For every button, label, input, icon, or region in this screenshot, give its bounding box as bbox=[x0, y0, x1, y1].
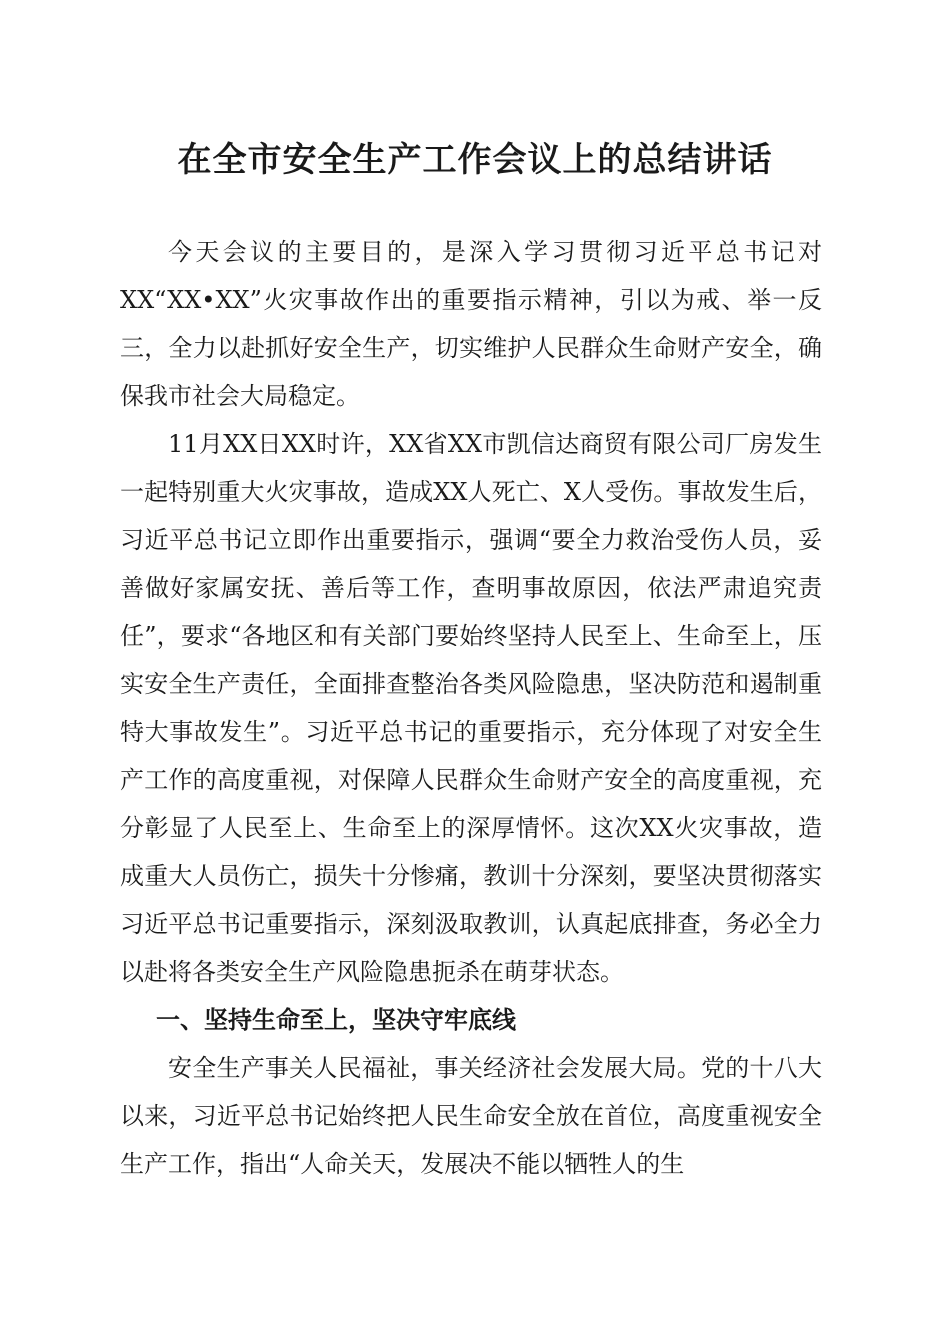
section-heading: 一、坚持生命至上，坚决守牢底线 bbox=[156, 1006, 516, 1034]
intro-paragraph: 今天会议的主要目的，是深入学习贯彻习近平总书记对XX“XX•XX”火灾事故作出的重要指示精神，引以为戒、举一反三，全力以赴抓好安全生产，切实维护人民群众生命财产安全，确保我市社会大局稳定。 bbox=[120, 238, 822, 410]
incident-paragraph: 11月XX日XX时许，XX省XX市凯信达商贸有限公司厂房发生一起特别重大火灾事故，造成XX人死亡、X人受伤。事故发生后，习近平总书记立即作出重要指示，强调“要全力救治受伤人员，妥善做好家属安抚、善后等工作，查明事故原因，依法严肃追究责任”，要求“各地区和有关部门要始终坚持人民至上、生命至上，压实安全生产责任，全面排查整治各类风险隐患，坚决防范和遏制重特大事故发生”。习近平总书记的重要指示，充分体现了对安全生产工作的高度重视，对保障人民群众生命财产安全的高度重视，充分彰显了人民至上、生命至上的深厚情怀。这次XX火灾事故，造成重大人员伤亡，损失十分惨痛，教训十分深刻，要坚决贯彻落实习近平总书记重要指示，深刻汲取教训，认真起底排查，务必全力以赴将各类安全生产风险隐患扼杀在萌芽状态。 bbox=[120, 430, 822, 986]
section-paragraph: 安全生产事关人民福祉，事关经济社会发展大局。党的十八大以来，习近平总书记始终把人民生命安全放在首位，高度重视安全生产工作，指出“人命关天，发展决不能以牺牲人的生 bbox=[120, 1054, 822, 1178]
document-title: 在全市安全生产工作会议上的总结讲话 bbox=[177, 140, 773, 180]
document-body bbox=[120, 228, 822, 1188]
